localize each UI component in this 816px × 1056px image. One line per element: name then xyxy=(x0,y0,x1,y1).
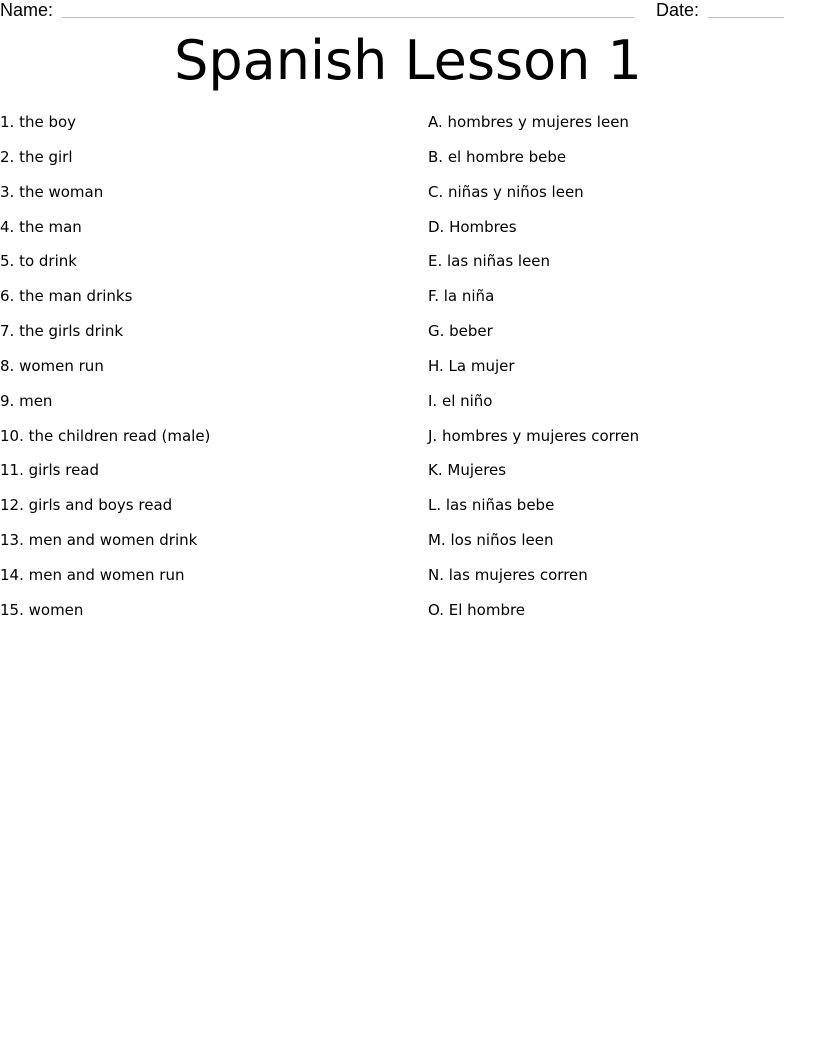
answer-item: J. hombres y mujeres corren xyxy=(428,426,640,445)
question-item: 9. men xyxy=(0,391,53,410)
answer-item: K. Mujeres xyxy=(428,461,507,480)
answer-item: E. las niñas leen xyxy=(428,252,551,271)
answer-item: F. la niña xyxy=(428,287,495,306)
answer-item: G. beber xyxy=(428,322,493,341)
questions-list xyxy=(0,112,400,635)
question-item: 13. men and women drink xyxy=(0,531,198,550)
answer-item: L. las niñas bebe xyxy=(428,496,555,515)
name-blank-line[interactable] xyxy=(62,17,634,18)
answer-item: M. los niños leen xyxy=(428,531,554,550)
question-item: 8. women run xyxy=(0,356,104,375)
question-item: 7. the girls drink xyxy=(0,322,124,341)
answer-item: O. El hombre xyxy=(428,600,526,619)
name-label: Name: xyxy=(0,0,54,20)
question-item: 15. women xyxy=(0,600,84,619)
date-label: Date: xyxy=(656,0,700,20)
question-item: 2. the girl xyxy=(0,147,73,166)
question-item: 10. the children read (male) xyxy=(0,426,211,445)
answer-item: N. las mujeres corren xyxy=(428,565,588,584)
question-item: 4. the man xyxy=(0,217,82,236)
question-item: 1. the boy xyxy=(0,113,77,131)
answer-item: I. el niño xyxy=(428,391,493,410)
answer-item: C. niñas y niños leen xyxy=(428,182,584,201)
answer-item: D. Hombres xyxy=(428,217,517,236)
question-item: 5. to drink xyxy=(0,252,77,271)
question-item: 11. girls read xyxy=(0,461,100,480)
answer-item: H. La mujer xyxy=(428,356,515,375)
answers-list xyxy=(428,112,816,635)
question-item: 12. girls and boys read xyxy=(0,496,173,515)
header-row xyxy=(0,0,816,24)
date-blank-line[interactable] xyxy=(708,17,784,18)
page-title: Spanish Lesson 1 xyxy=(174,29,642,92)
answer-item: A. hombres y mujeres leen xyxy=(428,113,629,131)
question-item: 6. the man drinks xyxy=(0,287,133,306)
question-item: 14. men and women run xyxy=(0,565,185,584)
question-item: 3. the woman xyxy=(0,182,104,201)
answer-item: B. el hombre bebe xyxy=(428,147,567,166)
